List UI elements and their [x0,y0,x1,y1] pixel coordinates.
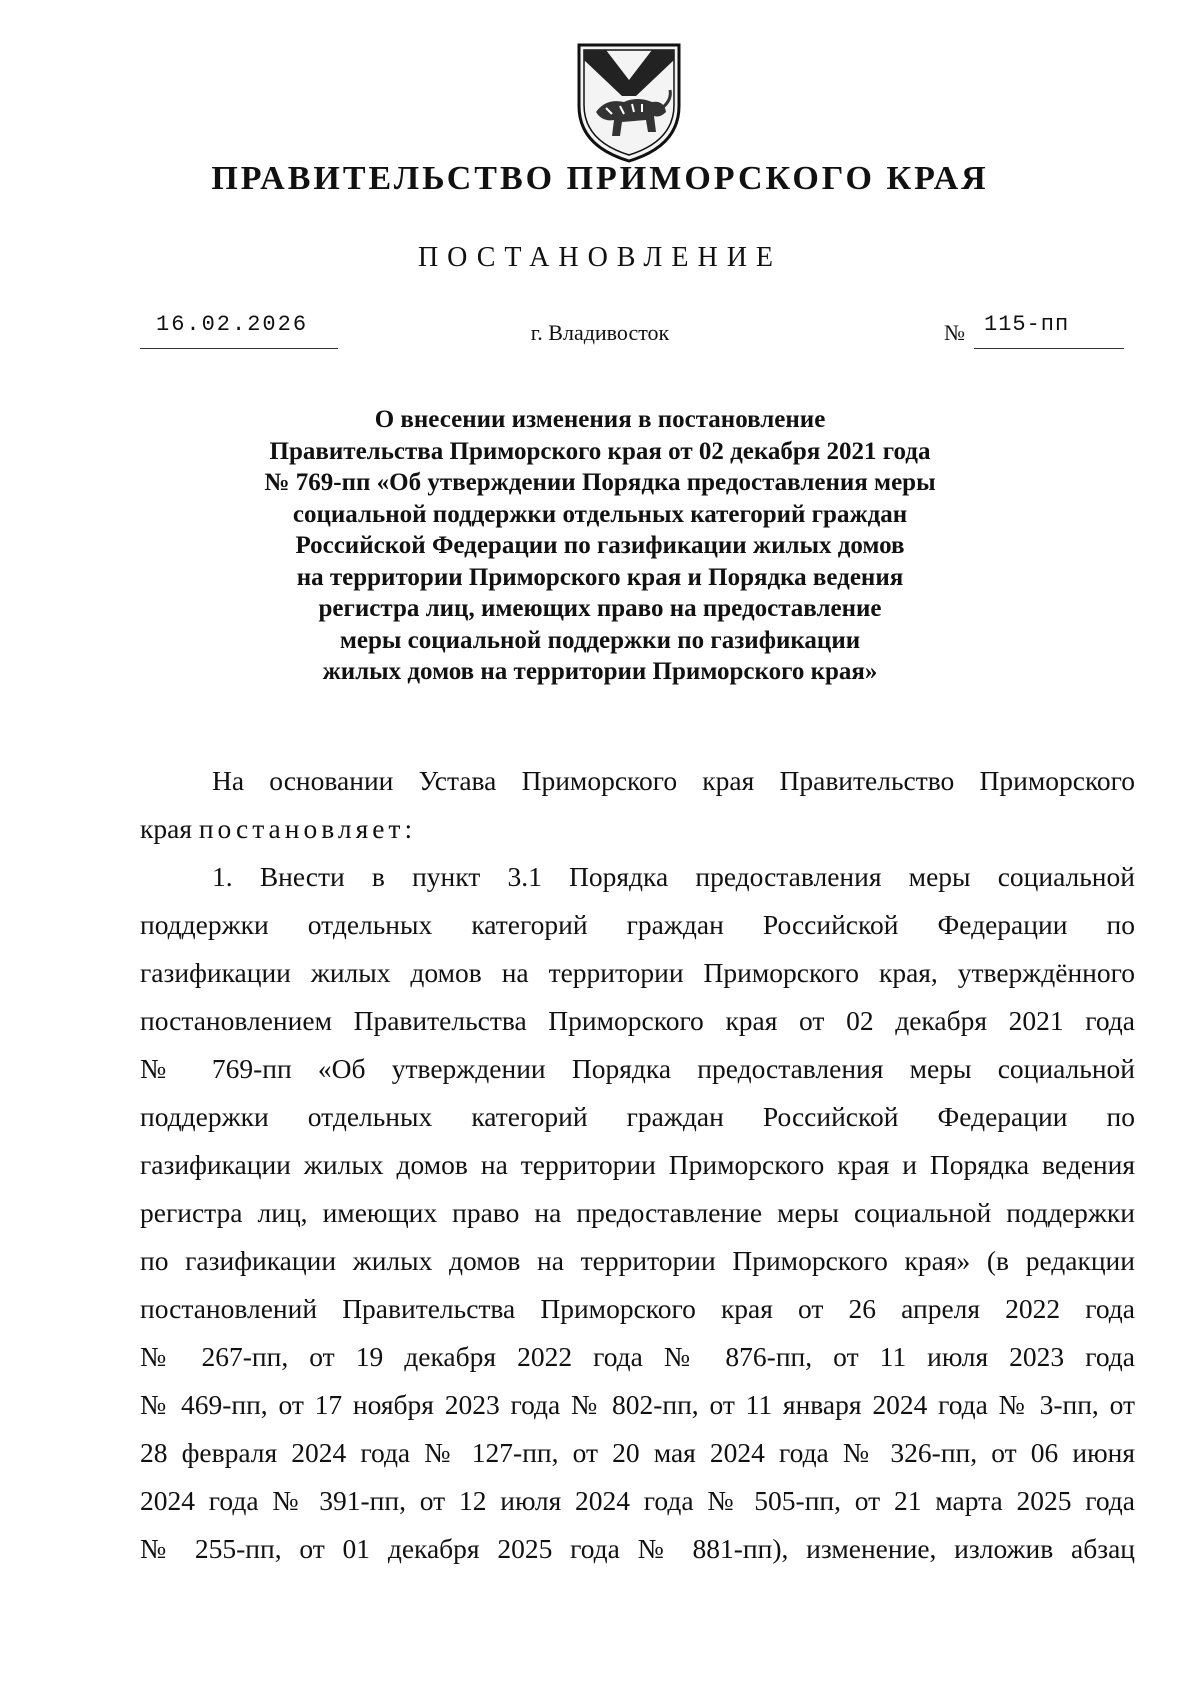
body-line: постановлением Правительства Приморского края от 02 декабря 2021 года [140,1005,1135,1036]
body-line: № 469-пп, от 17 ноября 2023 года № 802-пп, от 11 января 2024 года № 3-пп, от [140,1389,1135,1420]
body-line: по газификации жилых домов на территории Приморского края» (в редакции [140,1245,1135,1276]
body-line: № 267-пп, от 19 декабря 2022 года № 876-пп, от 11 июля 2023 года [140,1341,1135,1372]
body-line: поддержки отдельных категорий граждан Российской Федерации по [140,909,1135,940]
body-line [140,805,1135,853]
document-title [140,404,1060,688]
body-line: постановлений Правительства Приморского края от 26 апреля 2022 года [140,1293,1135,1324]
body-line: 28 февраля 2024 года № 127-пп, от 20 мая 2024 года № 326-пп, от 06 июня [140,1437,1135,1468]
title-line: № 769-пп «Об утверждении Порядка предоставления меры [264,469,936,496]
title-line: регистра лиц, имеющих право на предоставление [318,595,882,622]
title-line: Правительства Приморского края от 02 декабря 2021 года [269,437,931,465]
body-line: регистра лиц, имеющих право на предоставление меры социальной поддержки [140,1197,1135,1228]
city: г. Владивосток [530,320,670,345]
organization-title: ПРАВИТЕЛЬСТВО ПРИМОРСКОГО КРАЯ [211,160,989,197]
coat-of-arms-icon [576,42,682,164]
spaced-word: постановляет: [198,813,417,844]
title-line: меры социальной поддержки по газификации [339,626,861,654]
title-line: жилых домов на территории Приморского края» [322,658,878,685]
body-line: 2024 года № 391-пп, от 12 июля 2024 года № 505-пп, от 21 марта 2025 года [140,1485,1135,1516]
body-line: газификации жилых домов на территории Приморского края, утверждённого [140,957,1135,988]
title-line: социальной поддержки отдельных категорий граждан [292,500,908,528]
title-line: О внесении изменения в постановление [374,406,826,433]
body-line: № 769-пп «Об утверждении Порядка предоставления меры социальной [140,1053,1135,1084]
document-type: ПОСТАНОВЛЕНИЕ [417,242,783,273]
body-line: поддержки отдельных категорий граждан Российской Федерации по [140,1101,1135,1132]
number-underline [974,348,1124,349]
document-body [140,757,1135,1573]
body-line: газификации жилых домов на территории Приморского края и Порядка ведения [140,1149,1135,1180]
body-text-fragment: края [140,813,192,844]
body-line: На основании Устава Приморского края Правительство Приморского [212,765,1135,796]
number-sign: № [944,320,965,345]
body-line: 1. Внести в пункт 3.1 Порядка предоставления меры социальной [212,861,1135,892]
number-field [944,312,1124,348]
document-date: 16.02.2026 [156,312,309,337]
title-line: Российской Федерации по газификации жилых домов [295,532,905,559]
document-number: 115-пп [984,312,1070,337]
title-line: на территории Приморского края и Порядка ведения [296,563,904,591]
body-line: № 255-пп, от 01 декабря 2025 года № 881-пп), изменение, изложив абзац [140,1533,1135,1564]
